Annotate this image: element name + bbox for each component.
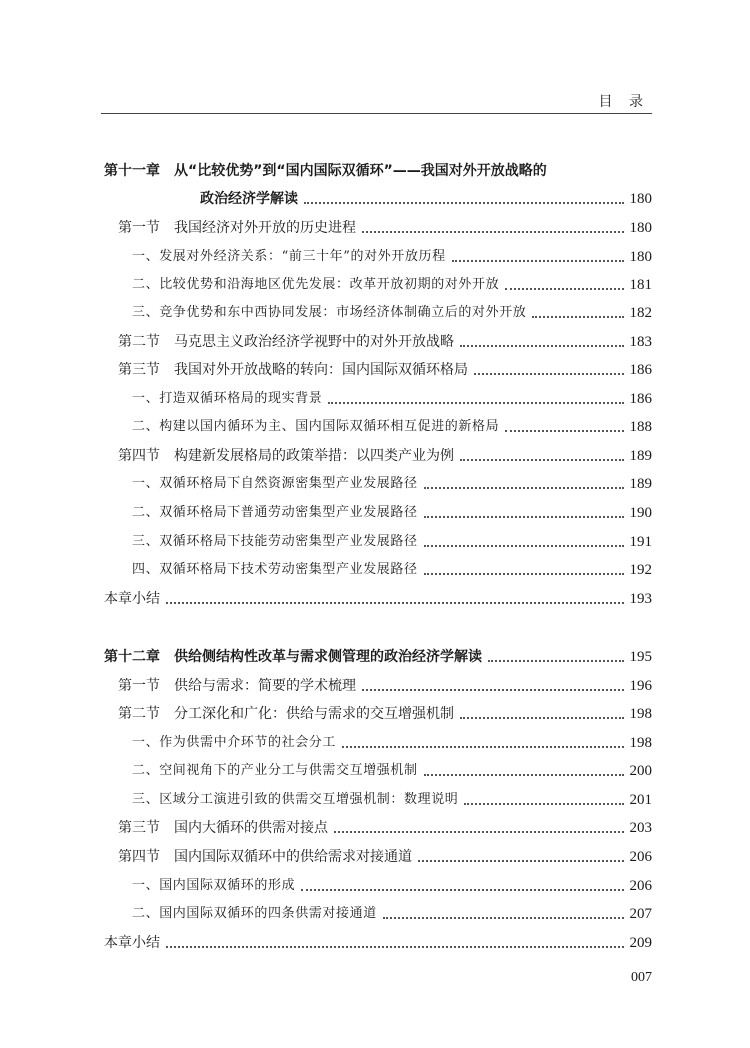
page-number: 201 — [629, 792, 652, 808]
page-number: 182 — [629, 305, 652, 321]
page-number: 181 — [629, 277, 652, 293]
dot-leader — [166, 946, 624, 948]
page-number: 198 — [629, 706, 652, 722]
toc-entry-section[interactable] — [118, 843, 652, 867]
dot-leader — [424, 573, 624, 575]
toc-entry-subsection[interactable] — [132, 786, 652, 810]
dot-leader — [362, 689, 624, 691]
page-number: 180 — [629, 220, 652, 236]
page-number: 206 — [629, 849, 652, 865]
dot-leader — [424, 516, 624, 518]
toc-entry-section[interactable] — [118, 214, 652, 238]
page-number: 196 — [629, 678, 652, 694]
page-number: 183 — [629, 334, 652, 350]
dot-leader — [505, 430, 623, 432]
toc-entry-subsection[interactable] — [132, 556, 652, 580]
page-number: 192 — [629, 562, 652, 578]
header-divider — [101, 113, 652, 114]
page-number: 200 — [629, 763, 652, 779]
dot-leader — [301, 889, 623, 891]
chapter-title-continued: 政治经济学解读 — [200, 191, 298, 207]
dot-leader — [532, 316, 623, 318]
toc-entry-subsection[interactable] — [132, 757, 652, 781]
toc-entry-section[interactable] — [118, 814, 652, 838]
dot-leader — [342, 746, 623, 748]
entry-label: 第二节 马克思主义政治经济学视野中的对外开放战略 — [118, 334, 454, 350]
page-number: 188 — [629, 419, 652, 435]
toc-entry-subsection[interactable] — [132, 271, 652, 295]
dot-leader — [304, 202, 624, 204]
entry-label: 一、双循环格局下自然资源密集型产业发展路径 — [132, 476, 418, 491]
dot-leader — [460, 345, 624, 347]
dot-leader — [166, 602, 624, 604]
page-number: 180 — [629, 249, 652, 265]
toc-entry-subsection[interactable] — [132, 872, 652, 896]
entry-label: 二、空间视角下的产业分工与供需交互增强机制 — [132, 763, 418, 778]
entry-label: 一、国内国际双循环的形成 — [132, 878, 296, 893]
entry-label: 三、区域分工演进引致的供需交互增强机制：数理说明 — [132, 792, 459, 807]
chapter-title: 第十一章 从“比较优势”到“国内国际双循环”——我国对外开放战略的 — [104, 163, 547, 179]
entry-label: 一、作为供需中介环节的社会分工 — [132, 735, 337, 750]
dot-leader — [424, 774, 624, 776]
dot-leader — [362, 231, 624, 233]
toc-entry-subsection[interactable] — [132, 413, 652, 437]
toc-entry-summary[interactable] — [104, 585, 652, 609]
toc-entry-section[interactable] — [118, 328, 652, 352]
dot-leader — [488, 660, 624, 662]
footer-page-number: 007 — [631, 970, 652, 985]
chapter-title: 第十二章 供给侧结构性改革与需求侧管理的政治经济学解读 — [104, 649, 482, 665]
entry-label: 二、构建以国内循环为主、国内国际双循环相互促进的新格局 — [132, 419, 500, 434]
dot-leader — [460, 717, 624, 719]
dot-leader — [383, 917, 624, 919]
entry-label: 第三节 国内大循环的供需对接点 — [118, 820, 328, 836]
dot-leader — [505, 288, 623, 290]
entry-label: 一、打造双循环格局的现实背景 — [132, 391, 323, 406]
toc-entry-section[interactable] — [118, 442, 652, 466]
page-number: 209 — [629, 935, 652, 951]
entry-label: 一、发展对外经济关系：“前三十年”的对外开放历程 — [132, 249, 446, 264]
page-number: 180 — [629, 191, 652, 207]
page-number: 190 — [629, 505, 652, 521]
dot-leader — [474, 373, 624, 375]
entry-label: 二、双循环格局下普通劳动密集型产业发展路径 — [132, 505, 418, 520]
page-number: 191 — [629, 534, 652, 550]
toc-entry-chapter[interactable] — [200, 185, 652, 209]
toc-entry-subsection[interactable] — [132, 385, 652, 409]
page-number: 203 — [629, 820, 652, 836]
page-number: 193 — [629, 591, 652, 607]
dot-leader — [418, 860, 624, 862]
entry-label: 三、双循环格局下技能劳动密集型产业发展路径 — [132, 534, 418, 549]
toc-entry-subsection[interactable] — [132, 729, 652, 753]
entry-label: 二、比较优势和沿海地区优先发展：改革开放初期的对外开放 — [132, 277, 500, 292]
toc-entry-subsection[interactable] — [132, 243, 652, 267]
entry-label: 第三节 我国对外开放战略的转向：国内国际双循环格局 — [118, 362, 468, 378]
entry-label: 本章小结 — [104, 591, 160, 607]
entry-label: 第四节 国内国际双循环中的供给需求对接通道 — [118, 849, 412, 865]
page-number: 189 — [629, 448, 652, 464]
dot-leader — [464, 803, 623, 805]
page-number: 206 — [629, 878, 652, 894]
dot-leader — [334, 831, 624, 833]
dot-leader — [452, 260, 624, 262]
toc-entry-subsection[interactable] — [132, 528, 652, 552]
entry-label: 本章小结 — [104, 935, 160, 951]
toc-entry-section[interactable] — [118, 356, 652, 380]
dot-leader — [460, 459, 624, 461]
page-number: 186 — [629, 362, 652, 378]
toc-entry-section[interactable] — [118, 672, 652, 696]
toc-entry-chapter[interactable] — [104, 643, 652, 667]
dot-leader — [424, 487, 624, 489]
toc-entry-subsection[interactable] — [132, 499, 652, 523]
entry-label: 三、竞争优势和东中西协同发展：市场经济体制确立后的对外开放 — [132, 305, 527, 320]
chapter-title-line — [104, 157, 652, 181]
toc-entry-subsection[interactable] — [132, 900, 652, 924]
entry-label: 第一节 我国经济对外开放的历史进程 — [118, 220, 356, 236]
running-header: 目 录 — [598, 94, 649, 110]
entry-label: 第二节 分工深化和广化：供给与需求的交互增强机制 — [118, 706, 454, 722]
entry-label: 第四节 构建新发展格局的政策举措：以四类产业为例 — [118, 448, 454, 464]
dot-leader — [328, 402, 623, 404]
entry-label: 第一节 供给与需求：简要的学术梳理 — [118, 678, 356, 694]
toc-entry-summary[interactable] — [104, 929, 652, 953]
entry-label: 四、双循环格局下技术劳动密集型产业发展路径 — [132, 562, 418, 577]
toc-entry-subsection[interactable] — [132, 299, 652, 323]
page-number: 195 — [629, 649, 652, 665]
toc-entry-subsection[interactable] — [132, 470, 652, 494]
page-number: 198 — [629, 735, 652, 751]
page-number: 189 — [629, 476, 652, 492]
toc-entry-section[interactable] — [118, 700, 652, 724]
page-number: 207 — [629, 906, 652, 922]
dot-leader — [424, 545, 624, 547]
page-number: 186 — [629, 391, 652, 407]
entry-label: 二、国内国际双循环的四条供需对接通道 — [132, 906, 377, 921]
